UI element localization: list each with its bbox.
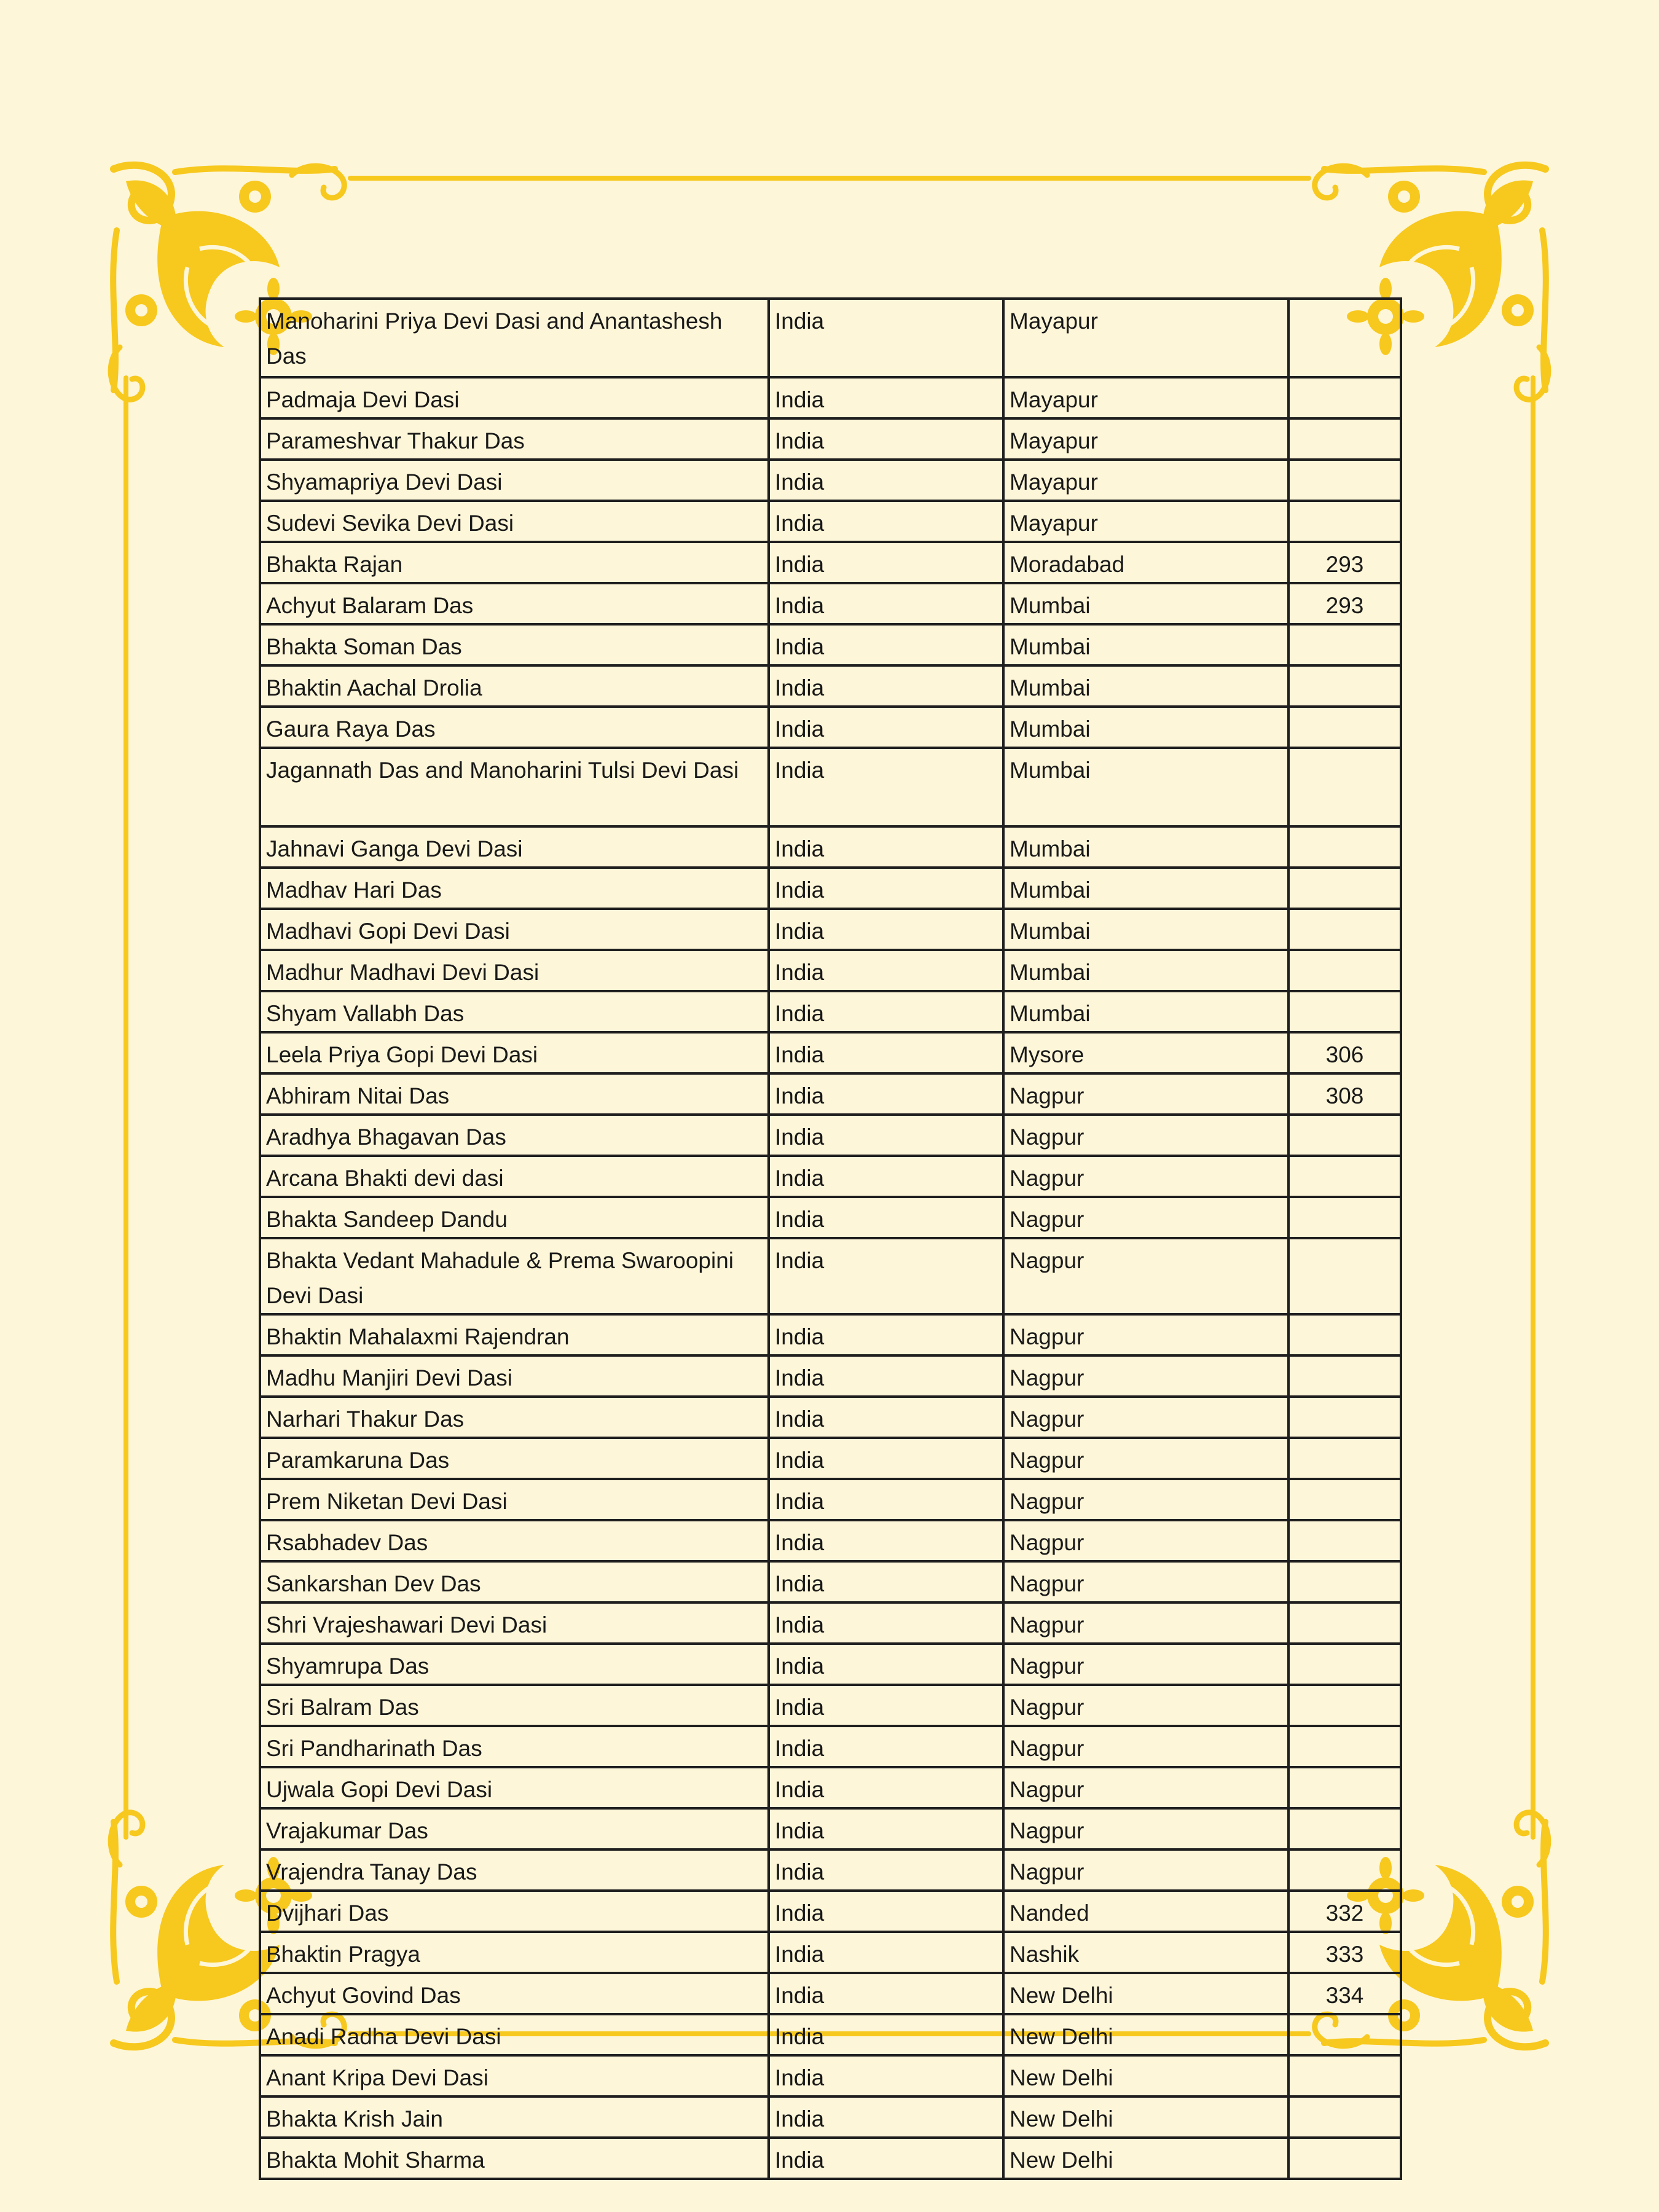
name-cell: Shyamapriya Devi Dasi	[260, 460, 769, 501]
table-row	[260, 991, 1401, 1032]
country-cell: India	[769, 1115, 1003, 1156]
page-number-cell	[1288, 1849, 1401, 1891]
name-cell: Vrajakumar Das	[260, 1808, 769, 1849]
table-row	[260, 1355, 1401, 1397]
page-number-cell	[1288, 2138, 1401, 2179]
table-row	[260, 748, 1401, 826]
name-cell: Madhur Madhavi Devi Dasi	[260, 950, 769, 991]
page-number-cell	[1288, 2055, 1401, 2096]
page-number-cell	[1288, 707, 1401, 748]
listing-table-body	[260, 299, 1401, 2179]
page-number-cell: 308	[1288, 1073, 1401, 1115]
name-cell: Bhakta Rajan	[260, 542, 769, 583]
table-row	[260, 501, 1401, 542]
page-number-cell	[1288, 377, 1401, 418]
country-cell: India	[769, 665, 1003, 707]
city-cell: Nagpur	[1003, 1685, 1288, 1726]
page-number-cell: 293	[1288, 583, 1401, 624]
name-cell: Anadi Radha Devi Dasi	[260, 2014, 769, 2055]
table-row	[260, 1032, 1401, 1073]
page-number-cell	[1288, 1438, 1401, 1479]
table-row	[260, 826, 1401, 868]
name-cell: Ujwala Gopi Devi Dasi	[260, 1767, 769, 1808]
page-number-cell	[1288, 1314, 1401, 1355]
country-cell: India	[769, 1156, 1003, 1197]
page-number-cell	[1288, 1685, 1401, 1726]
table-row	[260, 418, 1401, 460]
name-cell: Leela Priya Gopi Devi Dasi	[260, 1032, 769, 1073]
name-cell: Shyamrupa Das	[260, 1644, 769, 1685]
page-number-cell	[1288, 418, 1401, 460]
country-cell: India	[769, 2096, 1003, 2138]
city-cell: Mumbai	[1003, 583, 1288, 624]
city-cell: Nagpur	[1003, 1115, 1288, 1156]
country-cell: India	[769, 1808, 1003, 1849]
city-cell: Mumbai	[1003, 950, 1288, 991]
country-cell: India	[769, 1602, 1003, 1644]
country-cell: India	[769, 1849, 1003, 1891]
city-cell: Nagpur	[1003, 1644, 1288, 1685]
city-cell: Nagpur	[1003, 1397, 1288, 1438]
page-number-cell	[1288, 2014, 1401, 2055]
country-cell: India	[769, 1561, 1003, 1602]
table-row	[260, 1644, 1401, 1685]
page-number-cell: 306	[1288, 1032, 1401, 1073]
name-cell: Parameshvar Thakur Das	[260, 418, 769, 460]
page-number-cell: 293	[1288, 542, 1401, 583]
table-row	[260, 950, 1401, 991]
city-cell: Mumbai	[1003, 991, 1288, 1032]
table-row	[260, 583, 1401, 624]
page-number-cell	[1288, 1197, 1401, 1238]
city-cell: Mayapur	[1003, 418, 1288, 460]
name-cell: Narhari Thakur Das	[260, 1397, 769, 1438]
country-cell: India	[769, 2055, 1003, 2096]
name-cell: Prem Niketan Devi Dasi	[260, 1479, 769, 1520]
country-cell: India	[769, 909, 1003, 950]
table-row	[260, 2014, 1401, 2055]
page-number-cell: 333	[1288, 1932, 1401, 1973]
name-cell: Bhaktin Mahalaxmi Rajendran	[260, 1314, 769, 1355]
city-cell: Nagpur	[1003, 1355, 1288, 1397]
page-number-cell	[1288, 665, 1401, 707]
table-row	[260, 1479, 1401, 1520]
table-row	[260, 377, 1401, 418]
city-cell: Mumbai	[1003, 868, 1288, 909]
table-row	[260, 1520, 1401, 1561]
city-cell: Nagpur	[1003, 1808, 1288, 1849]
country-cell: India	[769, 377, 1003, 418]
country-cell: India	[769, 1438, 1003, 1479]
name-cell: Jagannath Das and Manoharini Tulsi Devi Dasi	[260, 748, 769, 826]
city-cell: Moradabad	[1003, 542, 1288, 583]
page-number-cell	[1288, 1479, 1401, 1520]
name-cell: Bhakta Vedant Mahadule & Prema Swaroopini Devi Dasi	[260, 1238, 769, 1314]
page-number-cell	[1288, 1397, 1401, 1438]
table-row	[260, 1973, 1401, 2014]
city-cell: Nagpur	[1003, 1314, 1288, 1355]
page-number-cell	[1288, 1115, 1401, 1156]
table-row	[260, 1561, 1401, 1602]
page-number-cell	[1288, 748, 1401, 826]
name-cell: Madhav Hari Das	[260, 868, 769, 909]
table-row	[260, 1849, 1401, 1891]
listing-table-container	[259, 297, 1400, 2180]
city-cell: New Delhi	[1003, 2138, 1288, 2179]
city-cell: Mayapur	[1003, 299, 1288, 377]
country-cell: India	[769, 1891, 1003, 1932]
name-cell: Manoharini Priya Devi Dasi and Anantashesh Das	[260, 299, 769, 377]
city-cell: Mumbai	[1003, 748, 1288, 826]
city-cell: Nagpur	[1003, 1073, 1288, 1115]
country-cell: India	[769, 1767, 1003, 1808]
city-cell: Mayapur	[1003, 377, 1288, 418]
city-cell: Mumbai	[1003, 624, 1288, 665]
name-cell: Jahnavi Ganga Devi Dasi	[260, 826, 769, 868]
city-cell: Nagpur	[1003, 1602, 1288, 1644]
name-cell: Bhakta Soman Das	[260, 624, 769, 665]
page-number-cell	[1288, 299, 1401, 377]
country-cell: India	[769, 1238, 1003, 1314]
table-row	[260, 1115, 1401, 1156]
name-cell: Shri Vrajeshawari Devi Dasi	[260, 1602, 769, 1644]
table-row	[260, 707, 1401, 748]
table-row	[260, 1073, 1401, 1115]
table-row	[260, 909, 1401, 950]
page-number-cell	[1288, 1520, 1401, 1561]
country-cell: India	[769, 460, 1003, 501]
table-row	[260, 1197, 1401, 1238]
name-cell: Madhavi Gopi Devi Dasi	[260, 909, 769, 950]
country-cell: India	[769, 868, 1003, 909]
table-row	[260, 1238, 1401, 1314]
name-cell: Arcana Bhakti devi dasi	[260, 1156, 769, 1197]
name-cell: Madhu Manjiri Devi Dasi	[260, 1355, 769, 1397]
table-row	[260, 1685, 1401, 1726]
name-cell: Dvijhari Das	[260, 1891, 769, 1932]
table-row	[260, 299, 1401, 377]
table-row	[260, 665, 1401, 707]
country-cell: India	[769, 1685, 1003, 1726]
country-cell: India	[769, 1032, 1003, 1073]
country-cell: India	[769, 1644, 1003, 1685]
table-row	[260, 2096, 1401, 2138]
name-cell: Rsabhadev Das	[260, 1520, 769, 1561]
country-cell: India	[769, 950, 1003, 991]
country-cell: India	[769, 418, 1003, 460]
city-cell: Nagpur	[1003, 1520, 1288, 1561]
country-cell: India	[769, 1355, 1003, 1397]
city-cell: Nagpur	[1003, 1197, 1288, 1238]
city-cell: Mysore	[1003, 1032, 1288, 1073]
city-cell: Mumbai	[1003, 909, 1288, 950]
country-cell: India	[769, 2138, 1003, 2179]
page-number-cell	[1288, 950, 1401, 991]
name-cell: Paramkaruna Das	[260, 1438, 769, 1479]
country-cell: India	[769, 542, 1003, 583]
name-cell: Padmaja Devi Dasi	[260, 377, 769, 418]
country-cell: India	[769, 624, 1003, 665]
table-row	[260, 1438, 1401, 1479]
table-row	[260, 1726, 1401, 1767]
city-cell: New Delhi	[1003, 2096, 1288, 2138]
name-cell: Bhakta Sandeep Dandu	[260, 1197, 769, 1238]
country-cell: India	[769, 1197, 1003, 1238]
table-row	[260, 542, 1401, 583]
city-cell: Nagpur	[1003, 1238, 1288, 1314]
city-cell: Nagpur	[1003, 1479, 1288, 1520]
page-number-cell	[1288, 1355, 1401, 1397]
name-cell: Achyut Govind Das	[260, 1973, 769, 2014]
country-cell: India	[769, 707, 1003, 748]
city-cell: Nagpur	[1003, 1767, 1288, 1808]
city-cell: New Delhi	[1003, 2014, 1288, 2055]
city-cell: Nagpur	[1003, 1438, 1288, 1479]
country-cell: India	[769, 1726, 1003, 1767]
country-cell: India	[769, 1073, 1003, 1115]
table-row	[260, 1808, 1401, 1849]
city-cell: Mayapur	[1003, 460, 1288, 501]
country-cell: India	[769, 1397, 1003, 1438]
page-number-cell	[1288, 868, 1401, 909]
name-cell: Sri Balram Das	[260, 1685, 769, 1726]
page-number-cell	[1288, 1808, 1401, 1849]
city-cell: Nagpur	[1003, 1561, 1288, 1602]
country-cell: India	[769, 2014, 1003, 2055]
listing-table	[259, 297, 1402, 2180]
name-cell: Bhakta Krish Jain	[260, 2096, 769, 2138]
city-cell: Mumbai	[1003, 665, 1288, 707]
name-cell: Bhakta Mohit Sharma	[260, 2138, 769, 2179]
page-number-cell	[1288, 1602, 1401, 1644]
table-row	[260, 1891, 1401, 1932]
table-row	[260, 2055, 1401, 2096]
name-cell: Bhaktin Pragya	[260, 1932, 769, 1973]
city-cell: Mayapur	[1003, 501, 1288, 542]
page-number-cell	[1288, 1644, 1401, 1685]
country-cell: India	[769, 991, 1003, 1032]
city-cell: Mumbai	[1003, 707, 1288, 748]
city-cell: New Delhi	[1003, 2055, 1288, 2096]
table-row	[260, 1397, 1401, 1438]
country-cell: India	[769, 1314, 1003, 1355]
table-row	[260, 1156, 1401, 1197]
page-number-cell	[1288, 826, 1401, 868]
table-row	[260, 1767, 1401, 1808]
city-cell: New Delhi	[1003, 1973, 1288, 2014]
city-cell: Nagpur	[1003, 1156, 1288, 1197]
table-row	[260, 868, 1401, 909]
name-cell: Vrajendra Tanay Das	[260, 1849, 769, 1891]
page-number-cell	[1288, 1726, 1401, 1767]
page-number-cell	[1288, 909, 1401, 950]
page-number-cell	[1288, 1561, 1401, 1602]
name-cell: Abhiram Nitai Das	[260, 1073, 769, 1115]
page-number-cell: 334	[1288, 1973, 1401, 2014]
page-number-cell	[1288, 460, 1401, 501]
table-row	[260, 1932, 1401, 1973]
country-cell: India	[769, 1520, 1003, 1561]
city-cell: Nashik	[1003, 1932, 1288, 1973]
page-number-cell	[1288, 1156, 1401, 1197]
name-cell: Anant Kripa Devi Dasi	[260, 2055, 769, 2096]
name-cell: Achyut Balaram Das	[260, 583, 769, 624]
name-cell: Aradhya Bhagavan Das	[260, 1115, 769, 1156]
name-cell: Bhaktin Aachal Drolia	[260, 665, 769, 707]
table-row	[260, 1314, 1401, 1355]
country-cell: India	[769, 583, 1003, 624]
city-cell: Nagpur	[1003, 1726, 1288, 1767]
page-number-cell	[1288, 624, 1401, 665]
country-cell: India	[769, 1932, 1003, 1973]
table-row	[260, 1602, 1401, 1644]
page-number-cell	[1288, 1238, 1401, 1314]
country-cell: India	[769, 299, 1003, 377]
table-row	[260, 624, 1401, 665]
page-number-cell	[1288, 1767, 1401, 1808]
name-cell: Sankarshan Dev Das	[260, 1561, 769, 1602]
country-cell: India	[769, 1479, 1003, 1520]
country-cell: India	[769, 501, 1003, 542]
table-row	[260, 2138, 1401, 2179]
city-cell: Mumbai	[1003, 826, 1288, 868]
page-number-cell	[1288, 501, 1401, 542]
page-number-cell: 332	[1288, 1891, 1401, 1932]
name-cell: Shyam Vallabh Das	[260, 991, 769, 1032]
name-cell: Gaura Raya Das	[260, 707, 769, 748]
name-cell: Sri Pandharinath Das	[260, 1726, 769, 1767]
page-number-cell	[1288, 991, 1401, 1032]
country-cell: India	[769, 748, 1003, 826]
city-cell: Nagpur	[1003, 1849, 1288, 1891]
name-cell: Sudevi Sevika Devi Dasi	[260, 501, 769, 542]
country-cell: India	[769, 1973, 1003, 2014]
table-row	[260, 460, 1401, 501]
city-cell: Nanded	[1003, 1891, 1288, 1932]
country-cell: India	[769, 826, 1003, 868]
page-number-cell	[1288, 2096, 1401, 2138]
